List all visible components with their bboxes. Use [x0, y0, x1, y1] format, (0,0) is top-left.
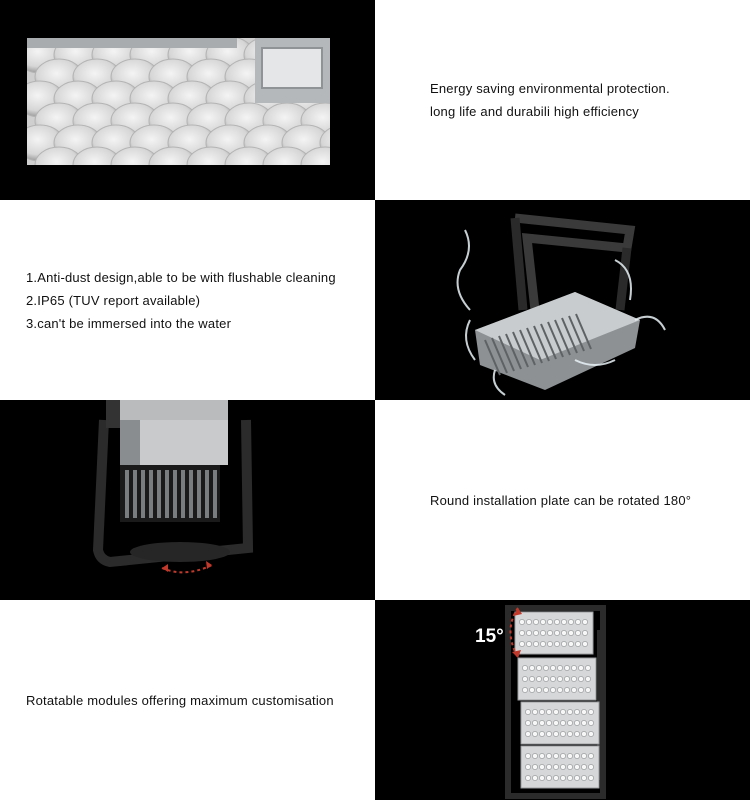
- led-chip: [588, 753, 593, 758]
- led-chip: [557, 676, 562, 681]
- led-chip: [540, 619, 545, 624]
- heat-sink-fin: [205, 470, 209, 518]
- led-chip: [564, 687, 569, 692]
- water-splash: [466, 320, 475, 360]
- led-chip: [533, 619, 538, 624]
- led-chip: [522, 687, 527, 692]
- energy-line-2: long life and durabili high efficiency: [430, 104, 639, 119]
- heat-sink-fin: [149, 470, 153, 518]
- led-chip: [546, 775, 551, 780]
- led-chip: [574, 731, 579, 736]
- heat-sink-fin: [181, 470, 185, 518]
- rotation-line-1: Round installation plate can be rotated 180°: [430, 492, 692, 508]
- led-chip: [529, 665, 534, 670]
- led-chip: [519, 630, 524, 635]
- led-chip: [561, 641, 566, 646]
- heat-sink-fin: [189, 470, 193, 518]
- heat-sink-fin: [125, 470, 129, 518]
- led-chip: [532, 753, 537, 758]
- led-chip: [567, 709, 572, 714]
- led-chip: [581, 775, 586, 780]
- waterproof-line-1: 1.Anti-dust design,able to be with flushable cleaning: [26, 269, 336, 285]
- rotation-description: [375, 489, 691, 512]
- led-chip: [575, 630, 580, 635]
- led-chip: [582, 619, 587, 624]
- led-chip: [539, 775, 544, 780]
- stacked-modules-image: [375, 600, 750, 800]
- heat-sink-fin: [165, 470, 169, 518]
- led-chip: [532, 775, 537, 780]
- led-chip: [539, 764, 544, 769]
- led-chip: [546, 720, 551, 725]
- led-chip: [553, 709, 558, 714]
- led-chip: [519, 619, 524, 624]
- led-chip: [554, 619, 559, 624]
- led-chip: [568, 641, 573, 646]
- led-chip: [582, 641, 587, 646]
- led-chip: [588, 709, 593, 714]
- heat-sink-fin: [141, 470, 145, 518]
- led-chip: [553, 720, 558, 725]
- led-chip: [536, 676, 541, 681]
- led-chip: [578, 687, 583, 692]
- led-chip: [561, 619, 566, 624]
- modules-text-panel: [0, 600, 375, 800]
- led-chip: [560, 709, 565, 714]
- led-chip: [560, 764, 565, 769]
- heat-sink-fin: [197, 470, 201, 518]
- led-chip: [560, 753, 565, 758]
- led-chip: [526, 641, 531, 646]
- led-chip: [578, 676, 583, 681]
- led-chip: [568, 619, 573, 624]
- led-chip: [546, 709, 551, 714]
- led-chip: [553, 764, 558, 769]
- led-chip: [547, 641, 552, 646]
- heat-sink-fin: [157, 470, 161, 518]
- led-chip: [529, 676, 534, 681]
- rotation-text-panel: [375, 400, 750, 600]
- led-lens-closeup-panel: [0, 0, 375, 200]
- led-lens: [339, 147, 375, 183]
- led-chip: [588, 720, 593, 725]
- led-lens: [339, 59, 375, 95]
- led-chip: [525, 775, 530, 780]
- led-chip: [536, 687, 541, 692]
- led-chip: [567, 753, 572, 758]
- led-chip: [574, 753, 579, 758]
- led-chip: [532, 764, 537, 769]
- led-chip: [567, 720, 572, 725]
- led-chip: [560, 731, 565, 736]
- led-chip: [533, 641, 538, 646]
- energy-line-1: Energy saving environmental protection.: [430, 81, 670, 96]
- led-chip: [550, 676, 555, 681]
- waterproof-text-panel: [0, 200, 375, 400]
- led-chip: [525, 709, 530, 714]
- led-chip: [543, 665, 548, 670]
- led-chip: [574, 764, 579, 769]
- led-chip: [532, 709, 537, 714]
- led-chip: [550, 665, 555, 670]
- led-chip: [546, 764, 551, 769]
- led-chip: [575, 619, 580, 624]
- led-chip: [519, 641, 524, 646]
- led-chip: [539, 753, 544, 758]
- led-chip: [561, 630, 566, 635]
- led-chip: [522, 665, 527, 670]
- energy-saving-text-panel: [375, 0, 750, 200]
- led-lens: [301, 147, 349, 183]
- led-chip: [585, 665, 590, 670]
- led-chip: [585, 676, 590, 681]
- led-chip: [564, 665, 569, 670]
- led-chip: [564, 676, 569, 681]
- led-lens: [339, 103, 375, 139]
- rotation-mount-panel: [0, 400, 375, 600]
- led-chip: [540, 630, 545, 635]
- led-chip: [547, 619, 552, 624]
- water-splash-fixture-image: [375, 200, 750, 400]
- led-chip: [539, 709, 544, 714]
- led-chip: [554, 641, 559, 646]
- led-chip: [526, 619, 531, 624]
- led-chip: [546, 731, 551, 736]
- led-chip: [588, 731, 593, 736]
- led-chip: [557, 665, 562, 670]
- led-chip: [567, 764, 572, 769]
- led-lens-closeup-image: [0, 0, 375, 200]
- led-chip: [525, 753, 530, 758]
- waterproof-line-2: 2.IP65 (TUV report available): [26, 292, 201, 308]
- led-chip: [560, 775, 565, 780]
- energy-saving-description: [375, 77, 670, 123]
- led-chip: [543, 687, 548, 692]
- led-chip: [522, 676, 527, 681]
- led-chip: [525, 720, 530, 725]
- led-chip: [526, 630, 531, 635]
- stacked-modules-panel: [375, 600, 750, 800]
- led-chip: [533, 630, 538, 635]
- led-chip: [543, 676, 548, 681]
- waterproof-line-3: 3.can't be immersed into the water: [26, 315, 232, 331]
- led-chip: [588, 775, 593, 780]
- modules-line-1: Rotatable modules offering maximum customisation: [26, 692, 334, 708]
- led-chip: [588, 764, 593, 769]
- led-chip: [560, 720, 565, 725]
- led-chip: [568, 630, 573, 635]
- led-chip: [536, 665, 541, 670]
- led-chip: [574, 709, 579, 714]
- heat-sink-fin: [213, 470, 217, 518]
- led-chip: [581, 709, 586, 714]
- led-chip: [567, 731, 572, 736]
- led-chip: [532, 731, 537, 736]
- led-chip: [525, 764, 530, 769]
- led-chip: [550, 687, 555, 692]
- led-chip: [582, 630, 587, 635]
- waterproof-feature-list: [0, 266, 336, 335]
- led-chip: [553, 753, 558, 758]
- led-chip: [539, 720, 544, 725]
- led-chip: [581, 753, 586, 758]
- led-chip: [581, 764, 586, 769]
- led-chip: [581, 731, 586, 736]
- water-splash: [458, 230, 470, 310]
- led-chip: [547, 630, 552, 635]
- led-chip: [553, 775, 558, 780]
- led-chip: [571, 665, 576, 670]
- modules-description: [0, 689, 334, 712]
- led-chip: [554, 630, 559, 635]
- led-chip: [571, 676, 576, 681]
- led-chip: [529, 687, 534, 692]
- water-splash: [635, 317, 665, 330]
- led-chip: [539, 731, 544, 736]
- led-chip: [546, 753, 551, 758]
- led-chip: [574, 775, 579, 780]
- led-chip: [581, 720, 586, 725]
- heat-sink-fin: [173, 470, 177, 518]
- led-chip: [525, 731, 530, 736]
- heat-sink-fin: [133, 470, 137, 518]
- led-chip: [540, 641, 545, 646]
- water-splash-panel: [375, 200, 750, 400]
- led-chip: [532, 720, 537, 725]
- rotation-angle-label: 15°: [475, 626, 504, 647]
- led-chip: [574, 720, 579, 725]
- led-chip: [578, 665, 583, 670]
- led-chip: [585, 687, 590, 692]
- led-chip: [553, 731, 558, 736]
- led-chip: [571, 687, 576, 692]
- led-chip: [557, 687, 562, 692]
- led-chip: [567, 775, 572, 780]
- led-chip: [575, 641, 580, 646]
- rotating-bracket-image: [0, 400, 375, 600]
